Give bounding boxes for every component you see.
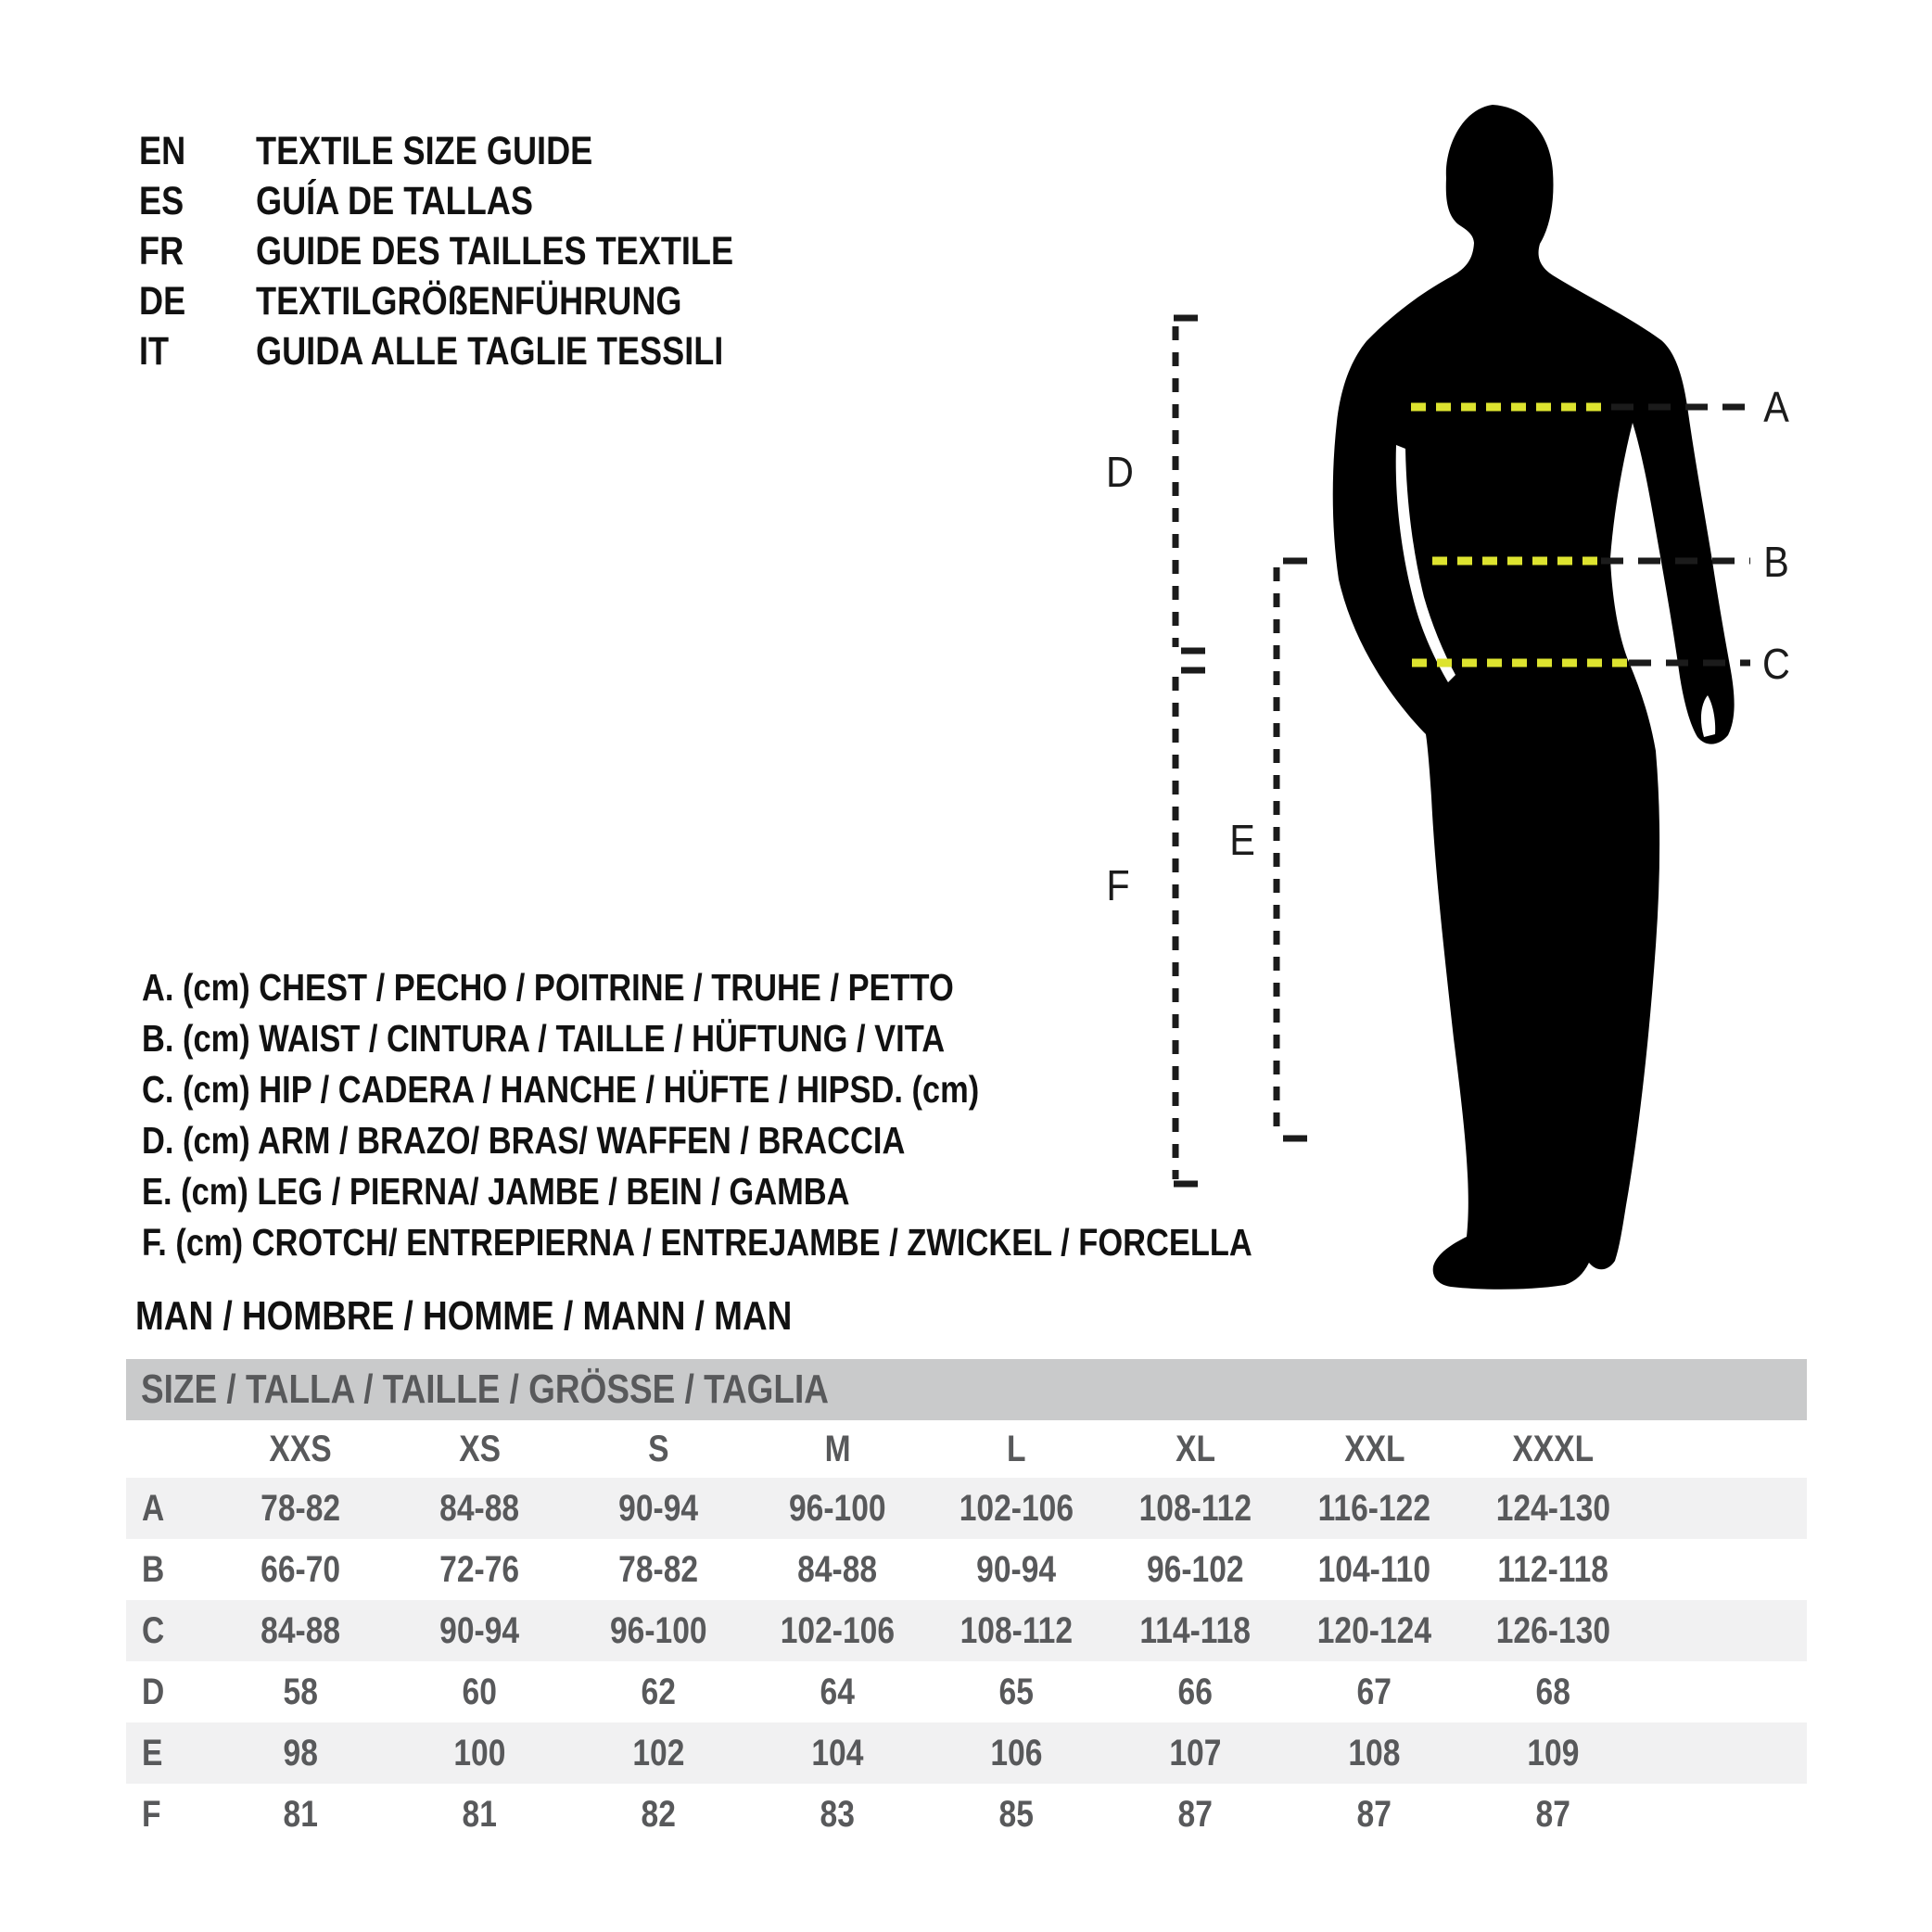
language-code: IT [139,328,170,374]
measurement-legend [142,962,1464,1268]
cell: 102 [569,1722,748,1784]
cell: 112-118 [1497,1548,1609,1590]
cell: 85 [998,1793,1035,1835]
cell: 104-110 [1317,1548,1431,1590]
language-code: FR [139,228,184,273]
language-code: EN [139,128,186,173]
cell: 72-76 [439,1548,520,1590]
cell: 96-100 [569,1600,748,1661]
marker-e: E [1229,816,1255,864]
row-label: B [142,1548,165,1590]
cell: 87 [1356,1793,1392,1835]
corner-cell [126,1420,211,1478]
cell: 90-94 [390,1600,569,1661]
language-code: DE [139,278,186,324]
legend-line-arm: D. (cm) ARM / BRAZO/ BRAS/ WAFFEN / BRACCIA [142,1119,906,1162]
row-label: F [142,1793,161,1835]
cell: 114-118 [1106,1600,1285,1661]
language-title: GUIDE DES TAILLES TEXTILE [256,228,734,273]
cell: 108-112 [1106,1478,1285,1539]
col-header: S [648,1428,669,1469]
language-row-it [139,326,824,376]
filler-cell [1643,1784,1807,1845]
language-row-es [139,176,824,226]
cell: 109 [1464,1722,1643,1784]
col-header: L [1007,1428,1026,1469]
cell: 126-130 [1464,1600,1643,1661]
language-row-fr [139,226,824,276]
language-title-block [139,126,824,376]
cell: 108 [1285,1722,1464,1784]
cell: 102-106 [927,1478,1106,1539]
row-label: E [126,1722,211,1784]
cell: 66-70 [261,1548,341,1590]
cell: 90-94 [976,1548,1057,1590]
table-row-hip [126,1600,1807,1661]
cell: 100 [390,1722,569,1784]
cell: 87 [1177,1793,1214,1835]
row-label: C [126,1600,211,1661]
language-title: TEXTILE SIZE GUIDE [256,128,593,173]
row-label: D [142,1671,165,1712]
cell: 120-124 [1285,1600,1464,1661]
col-header: XXL [1343,1428,1405,1469]
cell: 106 [927,1722,1106,1784]
cell: 84-88 [390,1478,569,1539]
table-row-leg [126,1722,1807,1784]
marker-a: A [1763,383,1789,431]
cell: 81 [283,1793,319,1835]
cell: 60 [462,1671,498,1712]
cell: 64 [820,1671,856,1712]
cell: 87 [1535,1793,1571,1835]
col-header: M [824,1428,851,1469]
cell: 67 [1356,1671,1392,1712]
language-code: ES [139,178,184,223]
table-row-chest [126,1478,1807,1539]
cell: 107 [1106,1722,1285,1784]
language-title: TEXTILGRÖßENFÜHRUNG [256,278,682,324]
filler-cell [1643,1661,1807,1722]
table-row-crotch [126,1784,1807,1845]
legend-line-hip: C. (cm) HIP / CADERA / HANCHE / HÜFTE / HIPSD. (cm) [142,1068,980,1111]
legend-line-leg: E. (cm) LEG / PIERNA/ JAMBE / BEIN / GAMBA [142,1170,850,1213]
cell: 96-100 [748,1478,927,1539]
filler-cell [1643,1722,1807,1784]
filler-cell [1643,1420,1807,1478]
cell: 104 [748,1722,927,1784]
cell: 84-88 [211,1600,390,1661]
cell: 81 [462,1793,498,1835]
size-table-grid [126,1420,1807,1845]
cell: 62 [641,1671,677,1712]
marker-d: D [1106,448,1134,496]
legend-line-waist: B. (cm) WAIST / CINTURA / TAILLE / HÜFTUNG / VITA [142,1017,946,1060]
legend-line-crotch: F. (cm) CROTCH/ ENTREPIERNA / ENTREJAMBE / ZWICKEL / FORCELLA [142,1221,1252,1264]
cell: 124-130 [1464,1478,1643,1539]
marker-b: B [1763,538,1789,586]
size-table-title: SIZE / TALLA / TAILLE / GRÖSSE / TAGLIA [141,1366,829,1412]
col-header: XXXL [1512,1428,1595,1469]
language-title: GUÍA DE TALLAS [256,178,533,223]
filler-cell [1643,1539,1807,1600]
table-row-arm [126,1661,1807,1722]
cell: 90-94 [569,1478,748,1539]
category-line-man: MAN / HOMBRE / HOMME / MANN / MAN [135,1293,793,1339]
col-header: XL [1176,1428,1215,1469]
cell: 108-112 [927,1600,1106,1661]
col-header: XS [459,1428,501,1469]
cell: 83 [820,1793,856,1835]
cell: 102-106 [748,1600,927,1661]
table-row-waist [126,1539,1807,1600]
legend-line-chest: A. (cm) CHEST / PECHO / POITRINE / TRUHE / PETTO [142,966,954,1009]
cell: 66 [1177,1671,1214,1712]
filler-cell [1643,1600,1807,1661]
cell: 78-82 [618,1548,699,1590]
cell: 84-88 [797,1548,878,1590]
cell: 82 [641,1793,677,1835]
marker-c: C [1762,640,1790,688]
language-row-en [139,126,824,176]
cell: 78-82 [211,1478,390,1539]
language-row-de [139,276,824,326]
marker-f: F [1106,861,1130,909]
language-title: GUIDA ALLE TAGLIE TESSILI [256,328,724,374]
size-columns-row [126,1420,1807,1478]
cell: 68 [1535,1671,1571,1712]
cell: 58 [283,1671,319,1712]
col-header: XXS [269,1428,333,1469]
filler-cell [1643,1478,1807,1539]
cell: 116-122 [1285,1478,1464,1539]
cell: 65 [998,1671,1035,1712]
size-table-header-bar [126,1359,1807,1420]
row-label: A [126,1478,211,1539]
size-table [126,1359,1807,1845]
cell: 96-102 [1147,1548,1244,1590]
cell: 98 [211,1722,390,1784]
